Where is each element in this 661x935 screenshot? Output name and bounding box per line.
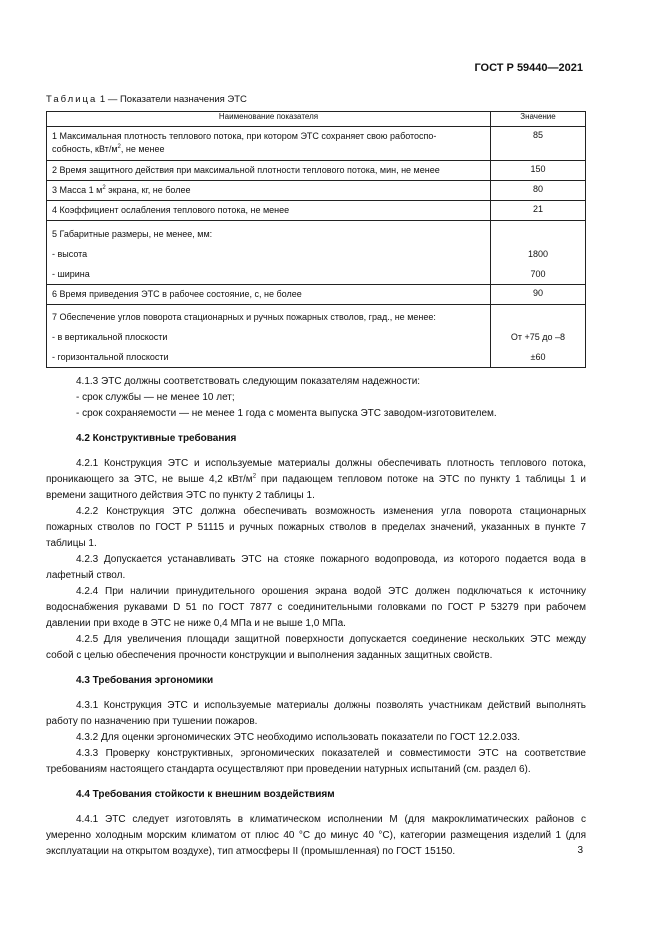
superscript: 2 xyxy=(252,473,257,480)
table-row xyxy=(47,285,586,305)
row7b-value: ±60 xyxy=(530,352,546,362)
paragraph-4-3-1: 4.3.1 Конструкция ЭТС и используемые материалы должны позволять участникам действий выполнять работу по назначению при тушении пожаров. xyxy=(46,700,586,727)
row2-name: 2 Время защитного действия при максимальной плотности теплового потока, мин, не менее xyxy=(47,161,491,181)
body-text xyxy=(46,374,586,860)
row5a-value: 1800 xyxy=(527,249,549,259)
section-heading-4-4: 4.4 Требования стойкости к внешним воздействиям xyxy=(76,789,335,800)
table-row xyxy=(47,161,586,181)
page-number: 3 xyxy=(577,845,583,856)
row2-value: 150 xyxy=(491,161,586,181)
paragraph-4-2-2: 4.2.2 Конструкция ЭТС должна обеспечивать возможность изменения угла поворота стационарных пожарных стволов по ГОСТ Р 51115 и ручных пожарных стволов в пределах значений, указанных в пункте 7 таблицы 1. xyxy=(46,506,586,549)
section-heading-4-2: 4.2 Конструктивные требования xyxy=(76,433,237,444)
row5a-name: - высота xyxy=(52,249,88,259)
row4-value: 21 xyxy=(491,201,586,221)
row1-line2 xyxy=(52,143,485,156)
table-caption-word: Таблица xyxy=(46,94,98,105)
paragraph-4-2-1-text: 4.2.1 Конструкция ЭТС и используемые материалы должны обеспечивать плотность теплового потока, проникающего за ЭТС, не выше 4,2 кВт/м xyxy=(46,458,586,485)
row3-value: 80 xyxy=(491,181,586,201)
paragraph-4-2-3: 4.2.3 Допускается устанавливать ЭТС на стояке пожарного водопровода, из которого подается вода в лафетный ствол. xyxy=(46,554,586,581)
table-row xyxy=(47,201,586,221)
row7a-value: От +75 до –8 xyxy=(510,332,566,342)
row5-title: 5 Габаритные размеры, не менее, мм: xyxy=(52,229,213,239)
paragraph-4-3-3: 4.3.3 Проверку конструктивных, эргономических показателей и совместимости ЭТС на соответствие требованиям настоящего стандарта осуществляют при проведении натурных испытаний (см. раздел 6). xyxy=(46,748,586,775)
row5-name-cell xyxy=(47,221,491,285)
col-header-name: Наименование показателя xyxy=(47,112,491,127)
row-name-cell xyxy=(47,127,491,161)
row6-name: 6 Время приведения ЭТС в рабочее состояние, с, не более xyxy=(47,285,491,305)
paragraph-4-3-2: 4.3.2 Для оценки эргономических ЭТС необходимо использовать показатели по ГОСТ 12.2.033. xyxy=(76,732,520,743)
row3-text: 3 Масса 1 м xyxy=(52,185,103,195)
table-row xyxy=(47,221,586,285)
paragraph-4-2-1-rest: при падающем тепловом потоке на ЭТС по пункту 1 таблицы 1 и времени защитного действия ЭТС по пункту 2 таблицы 1. xyxy=(46,474,586,501)
row7-title: 7 Обеспечение углов поворота стационарных и ручных пожарных стволов, град., не менее: xyxy=(52,312,436,322)
standard-designation: ГОСТ Р 59440—2021 xyxy=(474,62,583,74)
table-caption-title: 1 — Показатели назначения ЭТС xyxy=(99,94,247,105)
row5-value-cell xyxy=(491,221,586,285)
row5b-name: - ширина xyxy=(52,269,90,279)
row1-line1: 1 Максимальная плотность теплового потока, при котором ЭТС сохраняет свою работоспо- xyxy=(52,131,437,141)
row4-name: 4 Коэффициент ослабления теплового потока, не менее xyxy=(47,201,491,221)
row7b-name: - горизонтальной плоскости xyxy=(52,352,169,362)
row1-superscript: 2 xyxy=(117,144,121,150)
table-row xyxy=(47,127,586,161)
row1-suffix: , не менее xyxy=(120,144,165,154)
table-caption xyxy=(46,94,247,105)
paragraph-4-2-4: 4.2.4 При наличии принудительного орошения экрана водой ЭТС должен подключаться к источнику водоснабжения рукавами D 51 по ГОСТ 7877 с соединительными головками по ГОСТ Р 53279 при рабочем давлении при входе в ЭТС не ниже 0,4 МПа и не выше 1,0 МПа. xyxy=(46,586,586,629)
paragraph-4-4-1: 4.4.1 ЭТС следует изготовлять в климатическом исполнении М (для макроклиматических районов с умеренно холодным морским климатом от плюс 40 °С до минус 40 °С), категории размещения изделий 1 (для эксплуатации на открытом воздухе), тип атмосферы II (промышленная) по ГОСТ 15150. xyxy=(46,814,586,857)
paragraph-4-2-5: 4.2.5 Для увеличения площади защитной поверхности допускается соединение нескольких ЭТС между собой с целью обеспечения прочности конструкции и выполнения заданных защитных свойств. xyxy=(46,634,586,661)
indicators-table xyxy=(46,111,586,368)
row7a-name: - в вертикальной плоскости xyxy=(52,332,168,342)
section-heading-4-3: 4.3 Требования эргономики xyxy=(76,675,214,686)
list-item: - срок сохраняемости — не менее 1 года с момента выпуска ЭТС заводом-изготовителем. xyxy=(76,408,497,419)
row5b-value: 700 xyxy=(530,269,546,279)
row3-suffix: экрана, кг, не более xyxy=(105,185,191,195)
row7-value-cell xyxy=(491,305,586,368)
row6-value: 90 xyxy=(491,285,586,305)
list-item: - срок службы — не менее 10 лет; xyxy=(76,392,235,403)
table-header-row xyxy=(47,112,586,127)
row1-value: 85 xyxy=(491,127,586,161)
paragraph-4-2-1 xyxy=(46,456,586,504)
col-header-value: Значение xyxy=(491,112,586,127)
table-row xyxy=(47,305,586,368)
row3-name-cell xyxy=(47,181,491,201)
paragraph-4-1-3: 4.1.3 ЭТС должны соответствовать следующим показателям надежности: xyxy=(76,376,421,387)
table-row xyxy=(47,181,586,201)
row7-name-cell xyxy=(47,305,491,368)
row1-text: собность, кВт/м xyxy=(52,144,118,154)
row3-superscript: 2 xyxy=(102,185,106,191)
